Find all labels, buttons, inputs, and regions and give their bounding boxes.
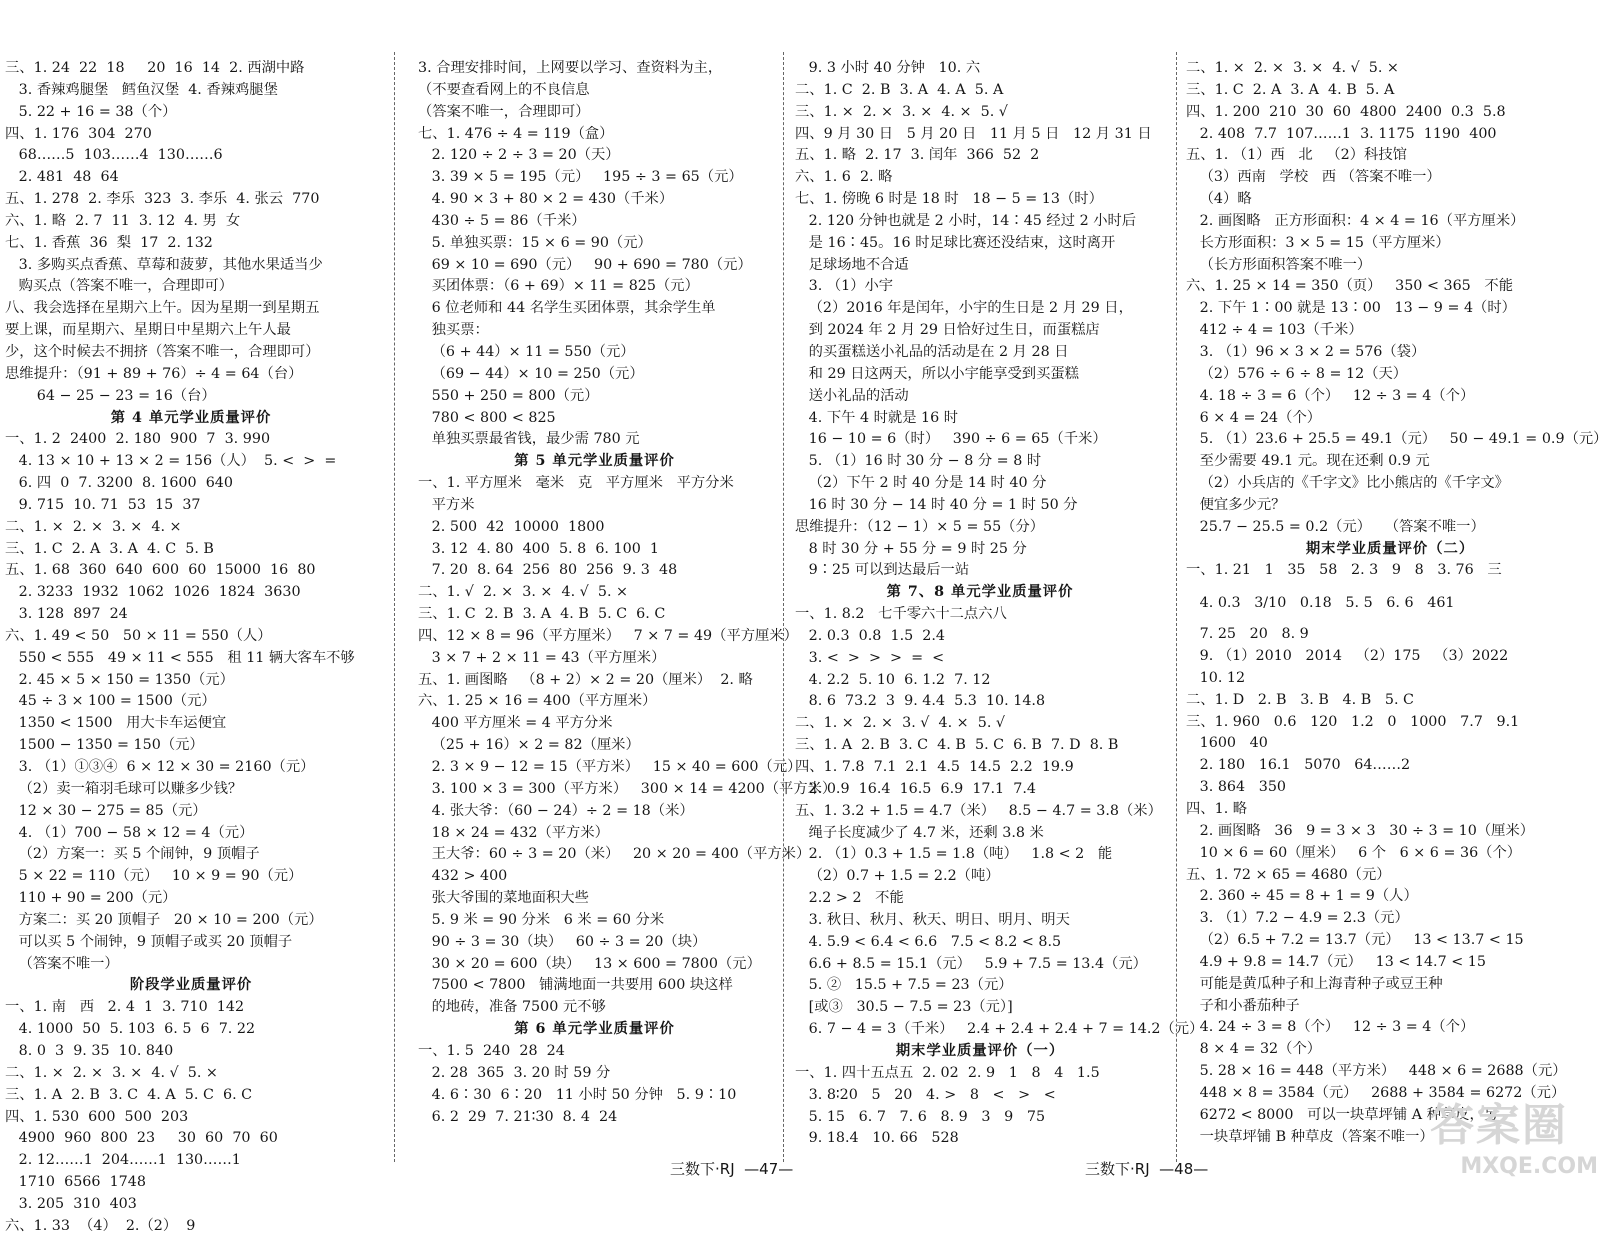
answer-line: 780 < 800 < 825 xyxy=(418,409,556,426)
answer-line: 一、1. 平方厘米 毫米 克 平方厘米 平方分米 xyxy=(418,475,734,492)
answer-line: 2. 画图略 正方形面积：4 × 4 = 16（平方厘米） xyxy=(1186,212,1525,229)
answer-line: 12 × 30 − 275 = 85（元） xyxy=(5,802,207,819)
answer-line: 2. 下午 1∶00 就是 13∶00 13 − 9 = 4（时） xyxy=(1186,300,1516,317)
section-heading: 期末学业质量评价（二） xyxy=(1305,540,1475,557)
answer-line: 1710 6566 1748 xyxy=(5,1174,146,1191)
answer-line: 一、1. 2 2400 2. 180 900 7 3. 990 xyxy=(5,431,271,448)
answer-line: 2. 0.9 16.4 16.5 6.9 17.1 7.4 xyxy=(795,780,1036,797)
answer-line: 4900 960 800 23 30 60 70 60 xyxy=(5,1130,278,1147)
answer-line: 6 × 4 = 24（个） xyxy=(1186,409,1322,426)
answer-line: 思维提升：（12 − 1）× 5 = 55（分） xyxy=(795,518,1045,535)
answer-line: 6.6 + 8.5 = 15.1（元） 5.9 + 7.5 = 13.4（元） xyxy=(795,955,1147,972)
answer-line: 3. （1）7.2 − 4.9 = 2.3（元） xyxy=(1186,910,1409,927)
answer-line: （2）2016 年是闰年，小宇的生日是 2 月 29 日， xyxy=(795,300,1133,317)
answer-line: 68……5 103……4 130……6 xyxy=(5,147,223,164)
answer-line: 七、1. 香蕉 36 梨 17 2. 132 xyxy=(5,234,213,251)
answer-line: 3 × 7 + 2 × 11 = 43（平方厘米） xyxy=(418,649,666,666)
answer-line: 4. 0.3 3/10 0.18 5. 5 6. 6 461 xyxy=(1186,595,1455,612)
answer-line: 4. 1000 50 5. 103 6. 5 6 7. 22 xyxy=(5,1021,256,1038)
answer-line: 9. 18.4 10. 66 528 xyxy=(795,1130,959,1147)
answer-line: 三、1. C 2. A 3. A 4. C 5. B xyxy=(5,540,214,557)
answer-line: [或③ 30.5 − 7.5 = 23（元）] xyxy=(795,999,1013,1016)
answer-line: 五、1. （1）西 北 （2）科技馆 xyxy=(1186,147,1407,164)
answer-line: 430 ÷ 5 = 86（千米） xyxy=(418,212,586,229)
section-heading: 第 4 单元学业质量评价 xyxy=(110,409,272,426)
answer-line: 六、1. 33 （4） 2.（2） 9 xyxy=(5,1217,196,1234)
answer-line: 8. 0 3 9. 35 10. 840 xyxy=(5,1042,174,1059)
answer-line: 王大爷：60 ÷ 3 = 20（米） 20 × 20 = 400（平方米） xyxy=(418,846,811,863)
answer-line: 五、1. 278 2. 李乐 323 3. 李乐 4. 张云 770 xyxy=(5,191,320,208)
answer-line: 8. 6 73.2 3 9. 4.4 5.3 10. 14.8 xyxy=(795,693,1046,710)
answer-line: 1600 40 xyxy=(1186,735,1268,752)
answer-line: 5. 28 × 16 = 448（平方米） 448 × 6 = 2688（元） xyxy=(1186,1063,1567,1080)
answer-line: 要上课，而星期六、星期日中星期六上午人最 xyxy=(5,322,291,339)
answer-line: 三、1. 960 0.6 120 1.2 0 1000 7.7 9.1 xyxy=(1186,713,1520,730)
answer-line: 可能是黄瓜种子和上海青种子或豆王种 xyxy=(1186,975,1443,992)
answer-line: 64 − 25 − 23 = 16（台） xyxy=(5,387,216,404)
answer-line: 一、1. 5 240 28 24 xyxy=(418,1042,565,1059)
answer-line: 到 2024 年 2 月 29 日恰好过生日，而蛋糕店 xyxy=(795,322,1100,339)
answer-line: 四、1. 176 304 270 xyxy=(5,125,152,142)
answer-line: 购买点（答案不唯一，合理即可） xyxy=(5,278,234,295)
answer-line: 1350 < 1500 用大卡车运便宜 xyxy=(5,715,227,732)
answer-line: 五、1. 3.2 + 1.5 = 4.7（米） 8.5 − 4.7 = 3.8（米） xyxy=(795,802,1162,819)
answer-line: 四、9 月 30 日 5 月 20 日 11 月 5 日 12 月 31 日 xyxy=(795,125,1152,142)
answer-line: 412 ÷ 4 = 103（千米） xyxy=(1186,322,1363,339)
answer-line: 9. 3 小时 40 分钟 10. 六 xyxy=(795,60,981,76)
answer-line: 4. 6∶30 6∶20 11 小时 50 分钟 5. 9∶10 xyxy=(418,1086,737,1103)
answer-line: 9. （1）2010 2014 （2）175 （3）2022 xyxy=(1186,648,1509,665)
answer-line: 16 时 30 分 − 14 时 40 分 = 1 时 50 分 xyxy=(795,496,1078,513)
answer-line: 3. 128 897 24 xyxy=(5,606,128,623)
section-heading: 阶段学业质量评价 xyxy=(129,977,253,994)
answer-line: 3. 香辣鸡腿堡 鳕鱼汉堡 4. 香辣鸡腿堡 xyxy=(5,81,278,98)
answer-line: 一块草坪铺 B 种草皮（答案不唯一） xyxy=(1186,1128,1434,1145)
answer-line: （69 − 44）× 10 = 250（元） xyxy=(418,365,644,382)
answer-line: 3. < > > > = < xyxy=(795,649,945,666)
answer-line: 五、1. 72 × 65 = 4680（元） xyxy=(1186,866,1391,883)
answer-line: 七、1. 傍晚 6 时是 18 时 18 − 5 = 13（时） xyxy=(795,191,1103,208)
answer-line: 五、1. 略 2. 17 3. 闰年 366 52 2 xyxy=(795,147,1040,164)
answer-line: （不要查看网上的不良信息 xyxy=(418,81,590,98)
answer-line: 一、1. 四十五点五 2. 02 2. 9 1 8 4 1.5 xyxy=(795,1064,1100,1081)
answer-line: 6. 7 − 4 = 3（千米） 2.4 + 2.4 + 2.4 + 7 = 14.2（元） xyxy=(795,1021,1204,1038)
watermark-url: MXQE.COM xyxy=(1460,1154,1598,1179)
answer-line: 是 16∶45。16 时足球比赛还没结束，这时离开 xyxy=(795,234,1116,251)
answer-line: 单独买票最省钱，最少需 780 元 xyxy=(418,431,640,448)
answer-line: 550 < 555 49 × 11 < 555 租 11 辆大客车不够 xyxy=(5,649,355,666)
answer-line: 3. （1）①③④ 6 × 12 × 30 = 2160（元） xyxy=(5,759,315,775)
answer-line: 2. 120 分钟也就是 2 小时，14∶45 经过 2 小时后 xyxy=(795,212,1137,229)
answer-line: 1500 − 1350 = 150（元） xyxy=(5,737,204,754)
answer-line: （2）卖一箱羽毛球可以赚多少钱？ xyxy=(5,780,243,797)
answer-line: 2. 180 16.1 5070 64……2 xyxy=(1186,757,1411,774)
answer-line: 便宜多少元？ xyxy=(1186,496,1286,513)
answer-line: 2. 500 42 10000 1800 xyxy=(418,518,605,535)
answer-line: 四、1. 530 600 500 203 xyxy=(5,1108,189,1125)
answer-column-1 xyxy=(5,58,377,1234)
answer-line: 448 × 8 = 3584（元） 2688 + 3584 = 6272（元） xyxy=(1186,1084,1566,1101)
answer-line: 4.9 + 9.8 = 14.7（元） 13 < 14.7 < 15 xyxy=(1186,953,1486,970)
answer-line: 16 − 10 = 6（时） 390 ÷ 6 = 65（千米） xyxy=(795,431,1107,448)
answer-line: 二、1. × 2. × 3. √ 4. × 5. √ xyxy=(795,715,1006,732)
answer-line: 一、1. 南 西 2. 4 1 3. 710 142 xyxy=(5,999,245,1016)
answer-line: 90 ÷ 3 = 30（块） 60 ÷ 3 = 20（块） xyxy=(418,933,707,950)
answer-line: 4. 13 × 10 + 13 × 2 = 156（人） 5. < > = xyxy=(5,453,337,470)
answer-line: 三、1. C 2. A 3. A 4. B 5. A xyxy=(1186,81,1395,98)
answer-line: 30 × 20 = 600（块） 13 × 600 = 7800（元） xyxy=(418,955,761,972)
answer-line: 4. 5.9 < 6.4 < 6.6 7.5 < 8.2 < 8.5 xyxy=(795,933,1062,950)
section-heading: 期末学业质量评价（一） xyxy=(895,1042,1065,1059)
answer-line: 六、1. 6 2. 略 xyxy=(795,169,893,186)
answer-line: 550 + 250 = 800（元） xyxy=(418,387,599,404)
answer-line: 3. 100 × 3 = 300（平方米） 300 × 14 = 4200（平方米） xyxy=(418,780,837,797)
answer-line: 2. 481 48 64 xyxy=(5,169,119,186)
watermark xyxy=(1430,1100,1598,1220)
answer-line: 2. 360 ÷ 45 = 8 + 1 = 9（人） xyxy=(1186,888,1418,905)
answer-line: 8 时 30 分 + 55 分 = 9 时 25 分 xyxy=(795,540,1027,557)
answer-line: 少，这个时候去不拥挤（答案不唯一，合理即可） xyxy=(5,343,320,360)
answer-line: 2. 120 ÷ 2 ÷ 3 = 20（天） xyxy=(418,147,620,164)
answer-line: 三、1. × 2. × 3. × 4. × 5. √ xyxy=(795,103,1008,120)
answer-line: 5. 9 米 = 90 分米 6 米 = 60 分米 xyxy=(418,911,665,928)
answer-line: （答案不唯一） xyxy=(5,955,119,972)
answer-line: （6 + 44）× 11 = 550（元） xyxy=(418,343,635,360)
answer-line: 3. 8∶20 5 20 4. > 8 < > < xyxy=(795,1086,1056,1103)
answer-line: 的地砖，准备 7500 元不够 xyxy=(418,999,606,1016)
answer-line: 5. 22 + 16 = 38（个） xyxy=(5,103,177,120)
answer-line: （4）略 xyxy=(1186,191,1252,208)
answer-line: 4. 90 × 3 + 80 × 2 = 430（千米） xyxy=(418,191,674,208)
section-heading: 第 7、8 单元学业质量评价 xyxy=(886,584,1074,601)
answer-line: 2. 3233 1932 1062 1026 1824 3630 xyxy=(5,584,301,601)
answer-line: 5 × 22 = 110（元） 10 × 9 = 90（元） xyxy=(5,868,303,885)
answer-line: （25 + 16）× 2 = 82（厘米） xyxy=(418,737,640,754)
answer-line: 二、1. D 2. B 3. B 4. B 5. C xyxy=(1186,691,1414,708)
answer-line: 五、1. 68 360 640 600 60 15000 16 80 xyxy=(5,562,316,579)
answer-line: 七、1. 476 ÷ 4 = 119（盒） xyxy=(418,125,614,142)
answer-line: 子和小番茄种子 xyxy=(1186,997,1300,1014)
answer-line: 3. 秋日、秋月、秋天、明日、明月、明天 xyxy=(795,911,1070,928)
page-footer-right: 三数下·RJ —48— xyxy=(1085,1160,1209,1178)
answer-line: 的买蛋糕送小礼品的活动是在 2 月 28 日 xyxy=(795,343,1069,360)
answer-line: 25.7 − 25.5 = 0.2（元） （答案不唯一） xyxy=(1186,518,1485,535)
answer-line: 绳子长度减少了 4.7 米，还剩 3.8 米 xyxy=(795,824,1044,841)
column-divider xyxy=(394,52,395,1162)
answer-line: （2）6.5 + 7.2 = 13.7（元） 13 < 13.7 < 15 xyxy=(1186,932,1524,949)
answer-line: 7500 < 7800 铺满地面一共要用 600 块这样 xyxy=(418,977,733,994)
answer-line: 4. 张大爷：（60 − 24）÷ 2 = 18（米） xyxy=(418,802,694,819)
answer-line: 5. 单独买票：15 × 6 = 90（元） xyxy=(418,234,652,251)
answer-line: 4. 18 ÷ 3 = 6（个） 12 ÷ 3 = 4（个） xyxy=(1186,387,1475,404)
answer-line: （答案不唯一，合理即可） xyxy=(418,103,590,120)
answer-line: 2. 45 × 5 × 150 = 1350（元） xyxy=(5,671,234,688)
answer-line: 8 × 4 = 32（个） xyxy=(1186,1041,1322,1058)
answer-line: 方案二：买 20 顶帽子 20 × 10 = 200（元） xyxy=(5,911,323,928)
answer-line: 69 × 10 = 690（元） 90 + 690 = 780（元） xyxy=(418,256,752,273)
answer-line: 10. 12 xyxy=(1186,669,1246,686)
answer-line: 18 × 24 = 432（平方米） xyxy=(418,824,609,841)
answer-line: 长方形面积：3 × 5 = 15（平方厘米） xyxy=(1186,234,1450,251)
answer-line: 四、1. 7.8 7.1 2.1 4.5 14.5 2.2 19.9 xyxy=(795,759,1074,775)
answer-line: 6. 四 0 7. 3200 8. 1600 640 xyxy=(5,475,233,492)
answer-line: 二、1. × 2. × 3. × 4. √ 5. × xyxy=(5,1064,218,1081)
answer-line: 独买票： xyxy=(418,322,489,339)
answer-line: 3. 合理安排时间，上网要以学习、查资料为主， xyxy=(418,60,723,76)
answer-line: 5. （1）16 时 30 分 − 8 分 = 8 时 xyxy=(795,453,1042,470)
answer-line: 足球场地不合适 xyxy=(795,256,909,273)
answer-line: 六、1. 49 < 50 50 × 11 = 550（人） xyxy=(5,627,272,644)
answer-line: 三、1. A 2. B 3. C 4. A 5. C 6. C xyxy=(5,1086,253,1103)
answer-line: 4. 24 ÷ 3 = 8（个） 12 ÷ 3 = 4（个） xyxy=(1186,1019,1475,1036)
watermark-logo: 答案圈 xyxy=(1430,1100,1568,1151)
answer-line: 3. 39 × 5 = 195（元） 195 ÷ 3 = 65（元） xyxy=(418,169,743,186)
answer-line: 6272 < 8000 可以一块草坪铺 A 种草皮，另 xyxy=(1186,1106,1499,1123)
answer-line: 送小礼品的活动 xyxy=(795,387,909,404)
answer-line: 一、1. 21 1 35 58 2. 3 9 8 3. 76 三 xyxy=(1186,562,1502,579)
answer-line: 2. （1）0.3 + 1.5 = 1.8（吨） 1.8 < 2 能 xyxy=(795,846,1113,863)
answer-line: 9∶25 可以到达最后一站 xyxy=(795,562,970,579)
answer-line: 2. 3 × 9 − 12 = 15（平方米） 15 × 40 = 600（元） xyxy=(418,759,802,775)
answer-column-3 xyxy=(795,58,1204,1158)
answer-line: 3. （1）小宇 xyxy=(795,278,894,295)
answer-line: 10 × 6 = 60（厘米） 6 个 6 × 6 = 36（个） xyxy=(1186,844,1522,861)
answer-line: 3. 864 350 xyxy=(1186,779,1287,796)
section-heading: 第 5 单元学业质量评价 xyxy=(514,453,675,470)
answer-line: 至少需要 49.1 元。现在还剩 0.9 元 xyxy=(1186,453,1430,470)
answer-line: 3. 205 310 403 xyxy=(5,1195,137,1212)
answer-line: 六、1. 略 2. 7 11 3. 12 4. 男 女 xyxy=(5,212,241,229)
answer-line: 432 > 400 xyxy=(418,868,508,885)
answer-line: 2. 12……1 204……1 130……1 xyxy=(5,1152,241,1169)
answer-line: 2. 0.3 0.8 1.5 2.4 xyxy=(795,627,946,644)
answer-line: 二、1. C 2. B 3. A 4. A 5. A xyxy=(795,81,1004,98)
section-heading: 第 6 单元学业质量评价 xyxy=(514,1021,675,1038)
answer-line: 3. 多购买点香蕉、草莓和菠萝，其他水果适当少 xyxy=(5,256,323,273)
answer-line: （3）西南 学校 西 （答案不唯一） xyxy=(1186,169,1441,186)
answer-line: 八、我会选择在星期六上午。因为星期一到星期五 xyxy=(5,300,320,317)
answer-line: 张大爷围的菜地面积大些 xyxy=(418,890,589,907)
answer-line: 3. （1）96 × 3 × 2 = 576（袋） xyxy=(1186,343,1426,360)
answer-line: 六、1. 25 × 16 = 400（平方厘米） xyxy=(418,693,657,710)
answer-line: 可以买 5 个闹钟，9 顶帽子或买 20 顶帽子 xyxy=(5,933,293,950)
answer-line: 思维提升：（91 + 89 + 76）÷ 4 = 64（台） xyxy=(5,365,303,382)
answer-line: （2）下午 2 时 40 分是 14 时 40 分 xyxy=(795,475,1047,492)
answer-line: 买团体票：（6 + 69）× 11 = 825（元） xyxy=(418,278,699,295)
answer-line: 平方米 xyxy=(418,496,475,513)
answer-column-4 xyxy=(1186,58,1607,1158)
answer-line: 二、1. √ 2. × 3. × 4. √ 5. × xyxy=(418,584,629,601)
answer-line: 5. 15 6. 7 7. 6 8. 9 3 9 75 xyxy=(795,1108,1046,1125)
answer-line: 4. 2.2 5. 10 6. 1.2 7. 12 xyxy=(795,671,991,688)
answer-line: 45 ÷ 3 × 100 = 1500（元） xyxy=(5,693,216,710)
answer-line: 四、12 × 8 = 96（平方厘米） 7 × 7 = 49（平方厘米） xyxy=(418,627,798,644)
answer-line: 五、1. 画图略 （8 + 2）× 2 = 20（厘米） 2. 略 xyxy=(418,671,753,688)
answer-line: 5. （1）23.6 + 25.5 = 49.1（元） 50 − 49.1 = 0.9（元） xyxy=(1186,431,1607,448)
column-divider xyxy=(783,52,784,1162)
answer-line: 3. 12 4. 80 400 5. 8 6. 100 1 xyxy=(418,540,659,557)
answer-line: （长方形面积答案不唯一） xyxy=(1186,256,1372,273)
answer-line: 6. 2 29 7. 21∶30 8. 4 24 xyxy=(418,1108,618,1125)
answer-line: 2. 28 365 3. 20 时 59 分 xyxy=(418,1064,611,1081)
answer-line: 三、1. A 2. B 3. C 4. B 5. C 6. B 7. D 8. B xyxy=(795,737,1119,754)
answer-line: 4. 下午 4 时就是 16 时 xyxy=(795,409,959,426)
page-footer-left: 三数下·RJ —47— xyxy=(670,1160,794,1178)
answer-line: 四、1. 200 210 30 60 4800 2400 0.3 5.8 xyxy=(1186,103,1506,120)
answer-line: 二、1. × 2. × 3. × 4. × xyxy=(5,518,182,535)
answer-line: 7. 20 8. 64 256 80 256 9. 3 48 xyxy=(418,562,678,579)
answer-line: 2. 408 7.7 107……1 3. 1175 1190 400 xyxy=(1186,125,1497,142)
answer-line: 9. 715 10. 71 53 15 37 xyxy=(5,496,201,513)
answer-line: 5. ② 15.5 + 7.5 = 23（元） xyxy=(795,977,1013,994)
answer-line: 三、1. 24 22 18 20 16 14 2. 西湖中路 xyxy=(5,60,305,76)
answer-line: 2.2 > 2 不能 xyxy=(795,890,904,907)
answer-line: 4. （1）700 − 58 × 12 = 4（元） xyxy=(5,824,254,841)
answer-line: （2）小兵店的《千字文》比小熊店的《千字文》 xyxy=(1186,475,1509,492)
answer-line: （2）576 ÷ 6 ÷ 8 = 12（天） xyxy=(1186,365,1408,382)
answer-line: 7. 25 20 8. 9 xyxy=(1186,626,1309,643)
answer-line: 2. 画图略 36 9 = 3 × 3 30 ÷ 3 = 10（厘米） xyxy=(1186,822,1535,839)
answer-line: （2）方案一：买 5 个闹钟，9 顶帽子 xyxy=(5,846,260,863)
answer-line: 四、1. 略 xyxy=(1186,801,1248,817)
column-divider xyxy=(1176,52,1177,1162)
answer-line: 110 + 90 = 200（元） xyxy=(5,890,177,907)
answer-line: 400 平方厘米 = 4 平方分米 xyxy=(418,715,613,732)
answer-line: （2）0.7 + 1.5 = 2.2（吨） xyxy=(795,868,1000,885)
answer-line: 6 位老师和 44 名学生买团体票，其余学生单 xyxy=(418,300,716,317)
answer-line: 和 29 日这两天，所以小宇能享受到买蛋糕 xyxy=(795,365,1079,382)
answer-line: 一、1. 8.2 七千零六十二点六八 xyxy=(795,606,1007,623)
answer-column-2 xyxy=(418,58,837,1158)
answer-line: 三、1. C 2. B 3. A 4. B 5. C 6. C xyxy=(418,606,666,623)
answer-line: 六、1. 25 × 14 = 350（页） 350 < 365 不能 xyxy=(1186,278,1513,295)
answer-line: 二、1. × 2. × 3. × 4. √ 5. × xyxy=(1186,60,1399,76)
